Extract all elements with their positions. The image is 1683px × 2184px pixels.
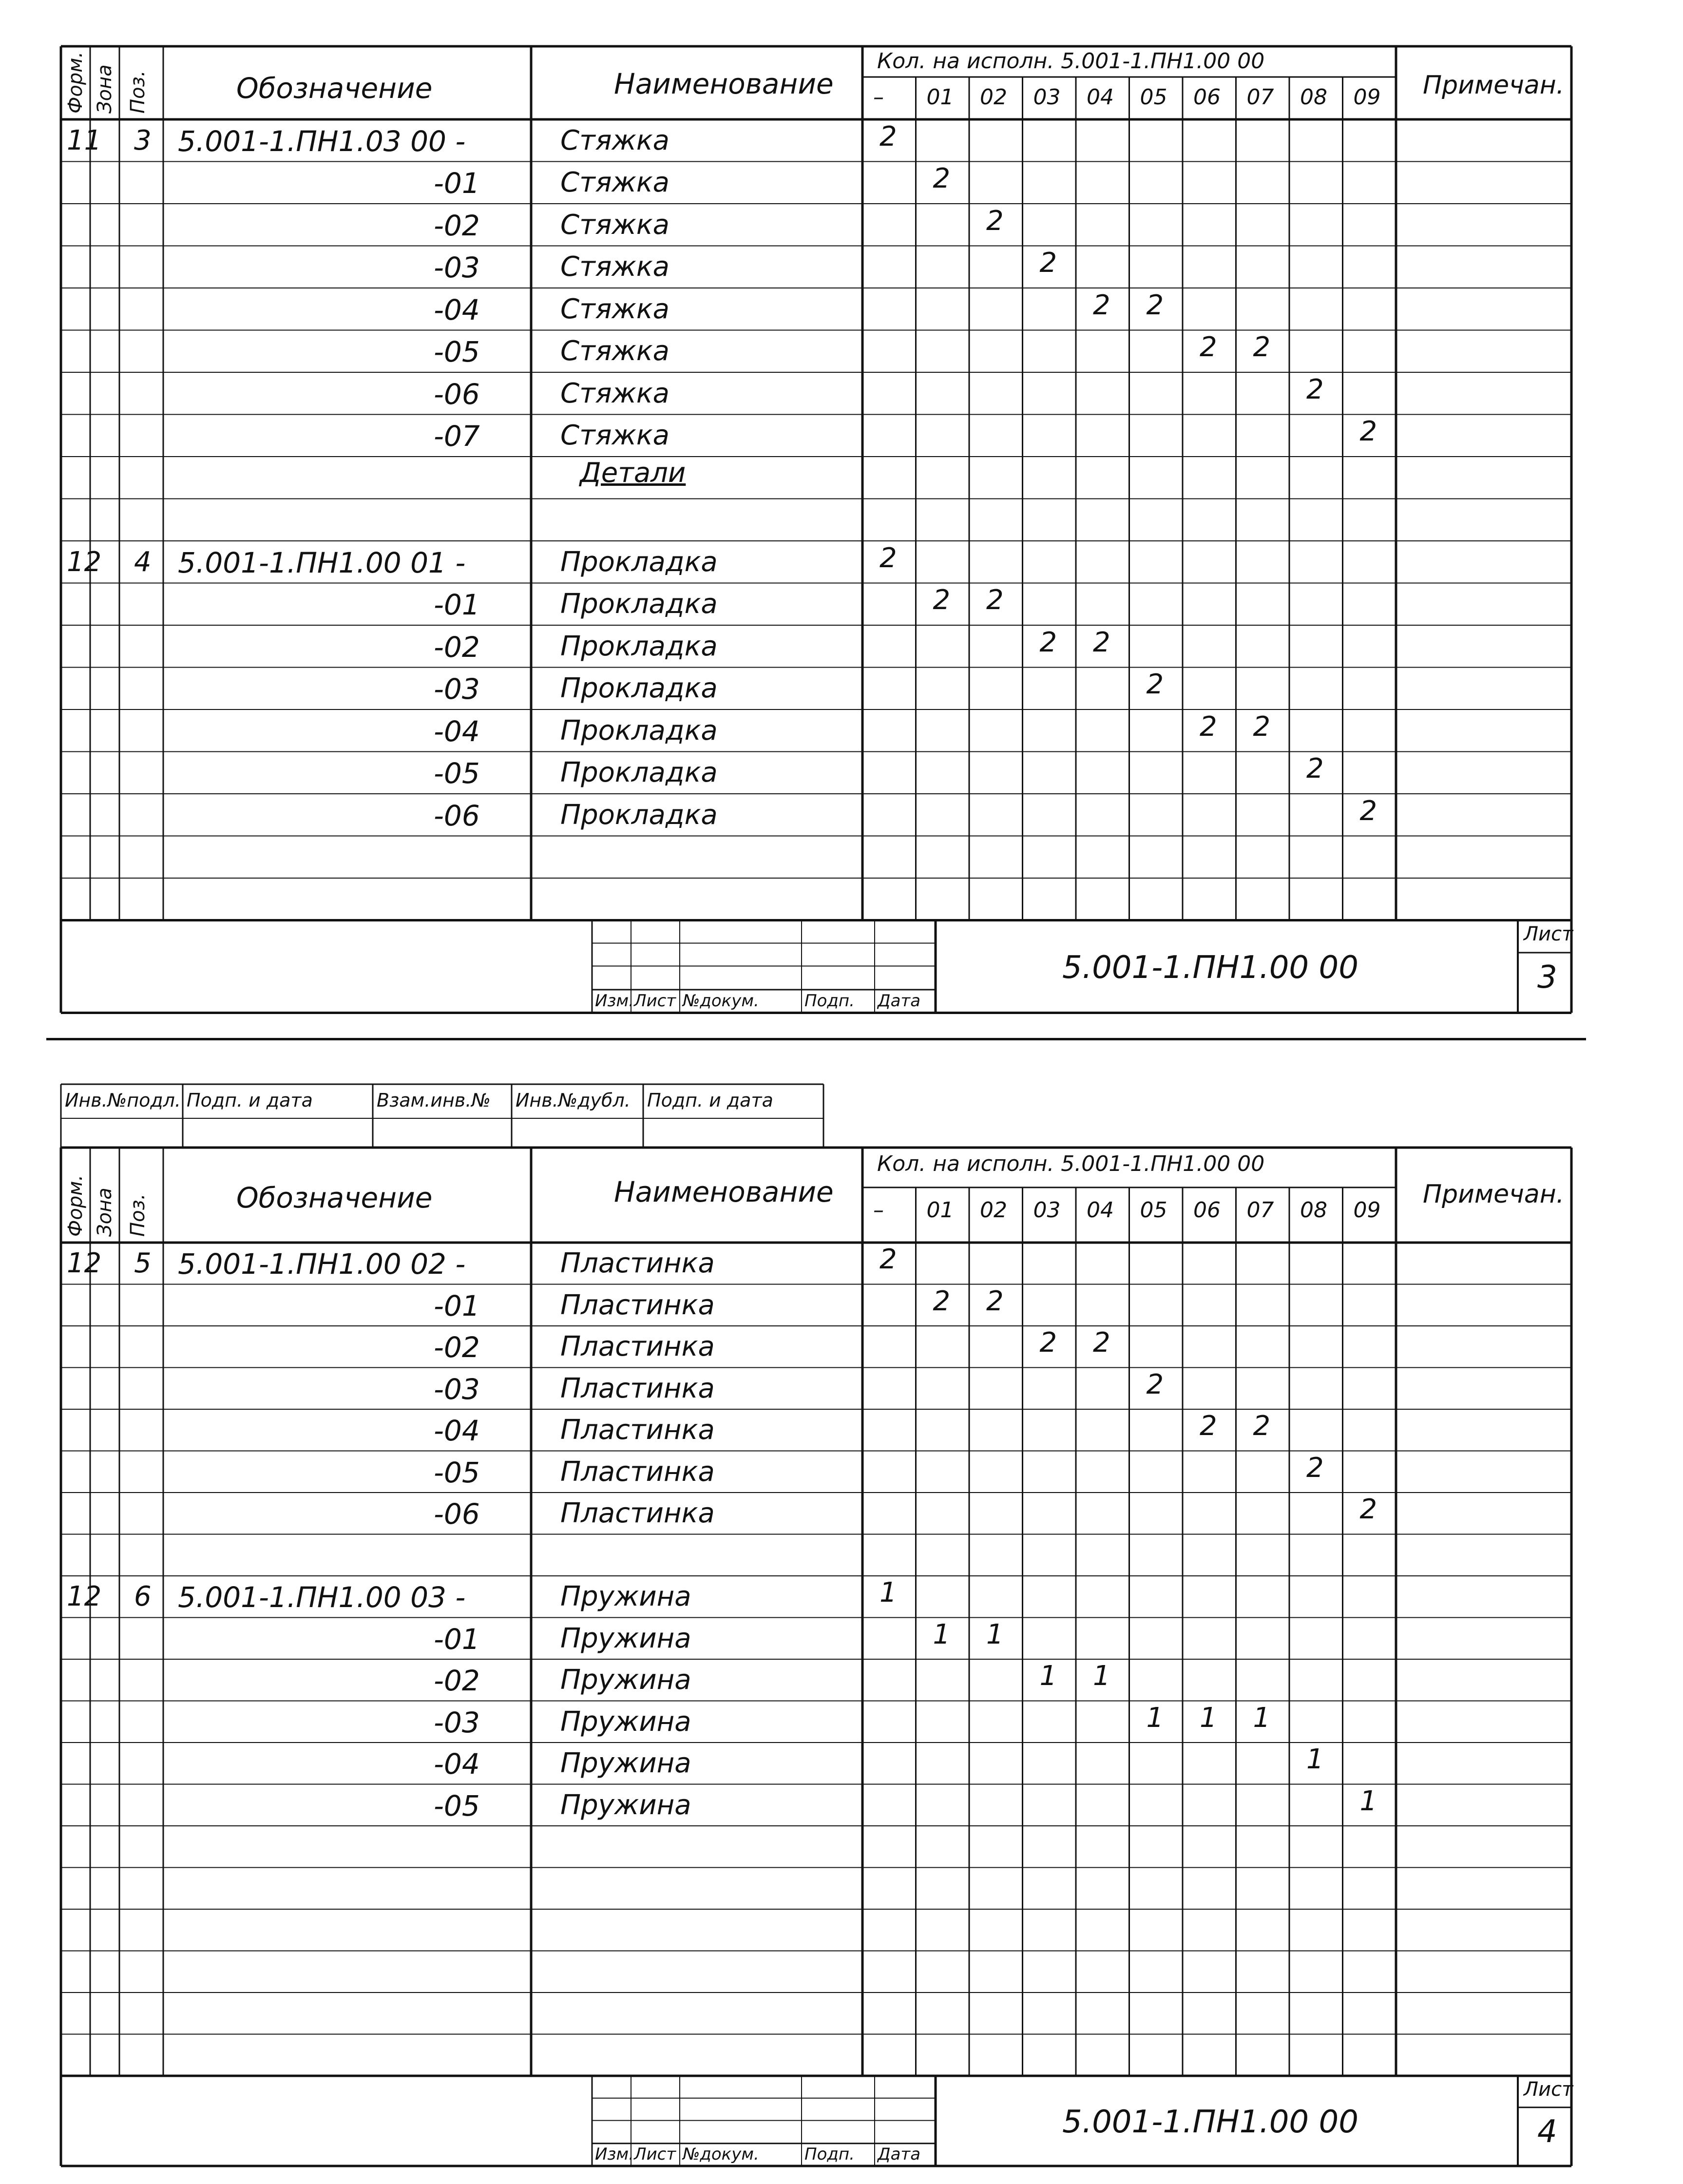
title-block-label: №докум. (683, 2145, 759, 2165)
name-cell: Стяжка (560, 124, 669, 156)
stamp-cell: Подп. и дата (647, 1090, 773, 1111)
name-cell: Прокладка (560, 588, 718, 620)
format-header: Форм. (64, 51, 87, 114)
name-cell: Пластинка (560, 1497, 715, 1530)
designation-cell: -05 (434, 757, 480, 790)
designation-cell: -06 (434, 377, 480, 411)
title-block-label: №докум. (683, 991, 759, 1011)
quantity-cell: 2 (986, 1285, 1004, 1317)
designation-cell: -04 (434, 714, 480, 748)
quantity-cell: 1 (1093, 1660, 1110, 1692)
name-cell: Стяжка (560, 335, 669, 367)
name-cell: Пластинка (560, 1456, 715, 1488)
name-cell: Стяжка (560, 293, 669, 325)
designation-cell: -04 (434, 1747, 480, 1781)
quantity-cell: 1 (1200, 1702, 1217, 1734)
name-cell: Пластинка (560, 1289, 715, 1321)
title-block-label: Лист (634, 991, 676, 1011)
variant-4-header: 04 (1087, 1198, 1114, 1223)
name-cell: Пружина (560, 1581, 691, 1613)
variant-2-header: 02 (980, 84, 1007, 110)
quantity-cell: 2 (1253, 331, 1271, 364)
variant-3-header: 03 (1033, 1198, 1061, 1223)
designation-cell: -05 (434, 335, 480, 369)
name-cell: Прокладка (560, 546, 718, 578)
name-cell: Стяжка (560, 420, 669, 452)
variant-8-header: 08 (1300, 84, 1327, 110)
zone-header: Зона (94, 1188, 116, 1237)
name-header: Наименование (614, 67, 834, 100)
page-divider (46, 1038, 1586, 1040)
quantity-cell: 2 (880, 542, 897, 574)
quantity-cell: 1 (986, 1618, 1004, 1650)
document-number: 5.001-1.ПН1.00 00 (1062, 949, 1358, 986)
designation-cell: -06 (434, 1497, 480, 1531)
quantity-cell: 2 (1306, 1452, 1324, 1484)
spec-sheet-1 (61, 46, 1571, 1021)
quantity-cell: 2 (1200, 1410, 1217, 1442)
name-cell: Стяжка (560, 251, 669, 283)
quantity-cell: 2 (1359, 416, 1377, 448)
title-block-label: Изм. (595, 991, 634, 1011)
variant-0-header: – (873, 84, 884, 110)
variant-8-header: 08 (1300, 1198, 1327, 1223)
qty-header: Кол. на исполн. 5.001-1.ПН1.00 00 (877, 1151, 1265, 1176)
designation-cell: 5.001-1.ПН1.00 03 - (178, 1581, 466, 1614)
pos-header: Поз. (127, 1193, 149, 1237)
quantity-cell: 2 (1253, 710, 1271, 743)
variant-6-header: 06 (1193, 84, 1221, 110)
designation-cell: -01 (434, 1622, 480, 1656)
format-cell: 11 (67, 124, 102, 156)
designation-cell: -05 (434, 1456, 480, 1489)
pos-cell: 6 (134, 1581, 152, 1613)
name-cell: Пружина (560, 1789, 691, 1821)
quantity-cell: 2 (1306, 373, 1324, 405)
designation-cell: -02 (434, 209, 480, 242)
name-cell: Пружина (560, 1622, 691, 1654)
quantity-cell: 2 (1039, 247, 1057, 279)
name-cell: Прокладка (560, 799, 718, 831)
pos-cell: 5 (134, 1247, 152, 1280)
stamp-cell: Инв.№дубл. (516, 1090, 631, 1111)
designation-cell: -01 (434, 588, 480, 622)
quantity-cell: 2 (1146, 669, 1164, 701)
designation-cell: -03 (434, 251, 480, 285)
sheet-number: 4 (1537, 2114, 1557, 2150)
name-cell: Пружина (560, 1705, 691, 1738)
designation-cell: -05 (434, 1789, 480, 1822)
quantity-cell: 2 (1253, 1410, 1271, 1442)
sheet-2-grid (61, 1084, 1571, 2150)
designation-cell: -03 (434, 1372, 480, 1406)
designation-cell: -01 (434, 167, 480, 200)
variant-3-header: 03 (1033, 84, 1061, 110)
qty-header: Кол. на исполн. 5.001-1.ПН1.00 00 (877, 49, 1265, 74)
quantity-cell: 2 (933, 1285, 951, 1317)
quantity-cell: 2 (1306, 753, 1324, 785)
name-cell: Пластинка (560, 1372, 715, 1404)
designation-cell: 5.001-1.ПН1.00 01 - (178, 546, 466, 579)
name-cell: Прокладка (560, 672, 718, 705)
zone-header: Зона (94, 64, 116, 114)
name-cell: Пластинка (560, 1247, 715, 1280)
name-cell: Стяжка (560, 377, 669, 409)
designation-cell: 5.001-1.ПН1.03 00 - (178, 124, 466, 158)
title-block-label: Лист (634, 2145, 676, 2165)
quantity-cell: 1 (1146, 1702, 1164, 1734)
quantity-cell: 2 (1039, 1327, 1057, 1359)
title-block-label: Дата (878, 991, 921, 1011)
designation-cell: -02 (434, 1664, 480, 1698)
variant-7-header: 07 (1246, 84, 1274, 110)
designation-cell: -04 (434, 1414, 480, 1448)
quantity-cell: 1 (933, 1618, 951, 1650)
stamp-cell: Взам.инв.№ (377, 1090, 491, 1111)
variant-9-header: 09 (1353, 1198, 1381, 1223)
designation-cell: -01 (434, 1289, 480, 1322)
quantity-cell: 1 (880, 1577, 897, 1609)
designation-cell: -04 (434, 293, 480, 326)
name-cell: Прокладка (560, 630, 718, 662)
quantity-cell: 2 (1146, 289, 1164, 321)
quantity-cell: 2 (1093, 626, 1110, 658)
name-cell: Пластинка (560, 1331, 715, 1363)
name-cell: Стяжка (560, 209, 669, 241)
designation-cell: 5.001-1.ПН1.00 02 - (178, 1247, 466, 1281)
variant-0-header: – (873, 1198, 884, 1223)
name-cell: Пружина (560, 1747, 691, 1780)
quantity-cell: 2 (880, 120, 897, 153)
designation-header: Обозначение (236, 72, 433, 105)
quantity-cell: 2 (1146, 1368, 1164, 1400)
sheet-label: Лист (1524, 922, 1573, 945)
format-cell: 12 (67, 1581, 102, 1613)
pos-cell: 4 (134, 546, 152, 578)
name-cell: Прокладка (560, 714, 718, 747)
variant-6-header: 06 (1193, 1198, 1221, 1223)
note-header: Примечан. (1423, 71, 1565, 100)
variant-2-header: 02 (980, 1198, 1007, 1223)
quantity-cell: 1 (1306, 1743, 1324, 1776)
quantity-cell: 2 (1359, 1494, 1377, 1526)
designation-cell: -03 (434, 672, 480, 706)
sheet-label: Лист (1524, 2078, 1573, 2101)
variant-9-header: 09 (1353, 84, 1381, 110)
designation-cell: -07 (434, 420, 480, 453)
format-cell: 12 (67, 1247, 102, 1280)
designation-header: Обозначение (236, 1181, 433, 1215)
quantity-cell: 2 (933, 584, 951, 616)
name-header: Наименование (614, 1175, 834, 1209)
quantity-cell: 1 (1253, 1702, 1271, 1734)
quantity-cell: 2 (1039, 626, 1057, 658)
designation-cell: -02 (434, 1331, 480, 1364)
designation-cell: -02 (434, 630, 480, 664)
title-block-label: Подп. (804, 2145, 855, 2165)
quantity-cell: 2 (1093, 289, 1110, 321)
title-block-label: Подп. (804, 991, 855, 1011)
title-block-label: Дата (878, 2145, 921, 2165)
quantity-cell: 1 (1359, 1785, 1377, 1817)
format-cell: 12 (67, 546, 102, 578)
variant-5-header: 05 (1140, 84, 1167, 110)
quantity-cell: 2 (1200, 710, 1217, 743)
title-block-label: Изм. (595, 2145, 634, 2165)
variant-1-header: 01 (926, 84, 954, 110)
quantity-cell: 2 (986, 205, 1004, 237)
document-number: 5.001-1.ПН1.00 00 (1062, 2104, 1358, 2140)
variant-5-header: 05 (1140, 1198, 1167, 1223)
quantity-cell: 1 (1039, 1660, 1057, 1692)
designation-cell: -06 (434, 799, 480, 832)
quantity-cell: 2 (1093, 1327, 1110, 1359)
stamp-cell: Подп. и дата (187, 1090, 313, 1111)
pos-header: Поз. (127, 70, 149, 114)
designation-cell: -03 (434, 1705, 480, 1739)
note-header: Примечан. (1423, 1180, 1565, 1209)
variant-7-header: 07 (1246, 1198, 1274, 1223)
stamp-cell: Инв.№подл. (65, 1090, 181, 1111)
sheet-1-grid (61, 46, 1571, 1021)
quantity-cell: 2 (1200, 331, 1217, 364)
name-cell: Прокладка (560, 757, 718, 789)
variant-4-header: 04 (1087, 84, 1114, 110)
quantity-cell: 2 (880, 1244, 897, 1276)
format-header: Форм. (64, 1174, 87, 1237)
spec-sheet-2 (61, 1084, 1573, 2165)
name-cell: Стяжка (560, 167, 669, 199)
section-heading: Детали (580, 457, 686, 489)
variant-1-header: 01 (926, 1198, 954, 1223)
pos-cell: 3 (134, 124, 152, 156)
quantity-cell: 2 (986, 584, 1004, 616)
sheet-number: 3 (1537, 959, 1557, 996)
quantity-cell: 2 (1359, 795, 1377, 827)
quantity-cell: 2 (933, 163, 951, 195)
name-cell: Пластинка (560, 1414, 715, 1446)
name-cell: Пружина (560, 1664, 691, 1696)
